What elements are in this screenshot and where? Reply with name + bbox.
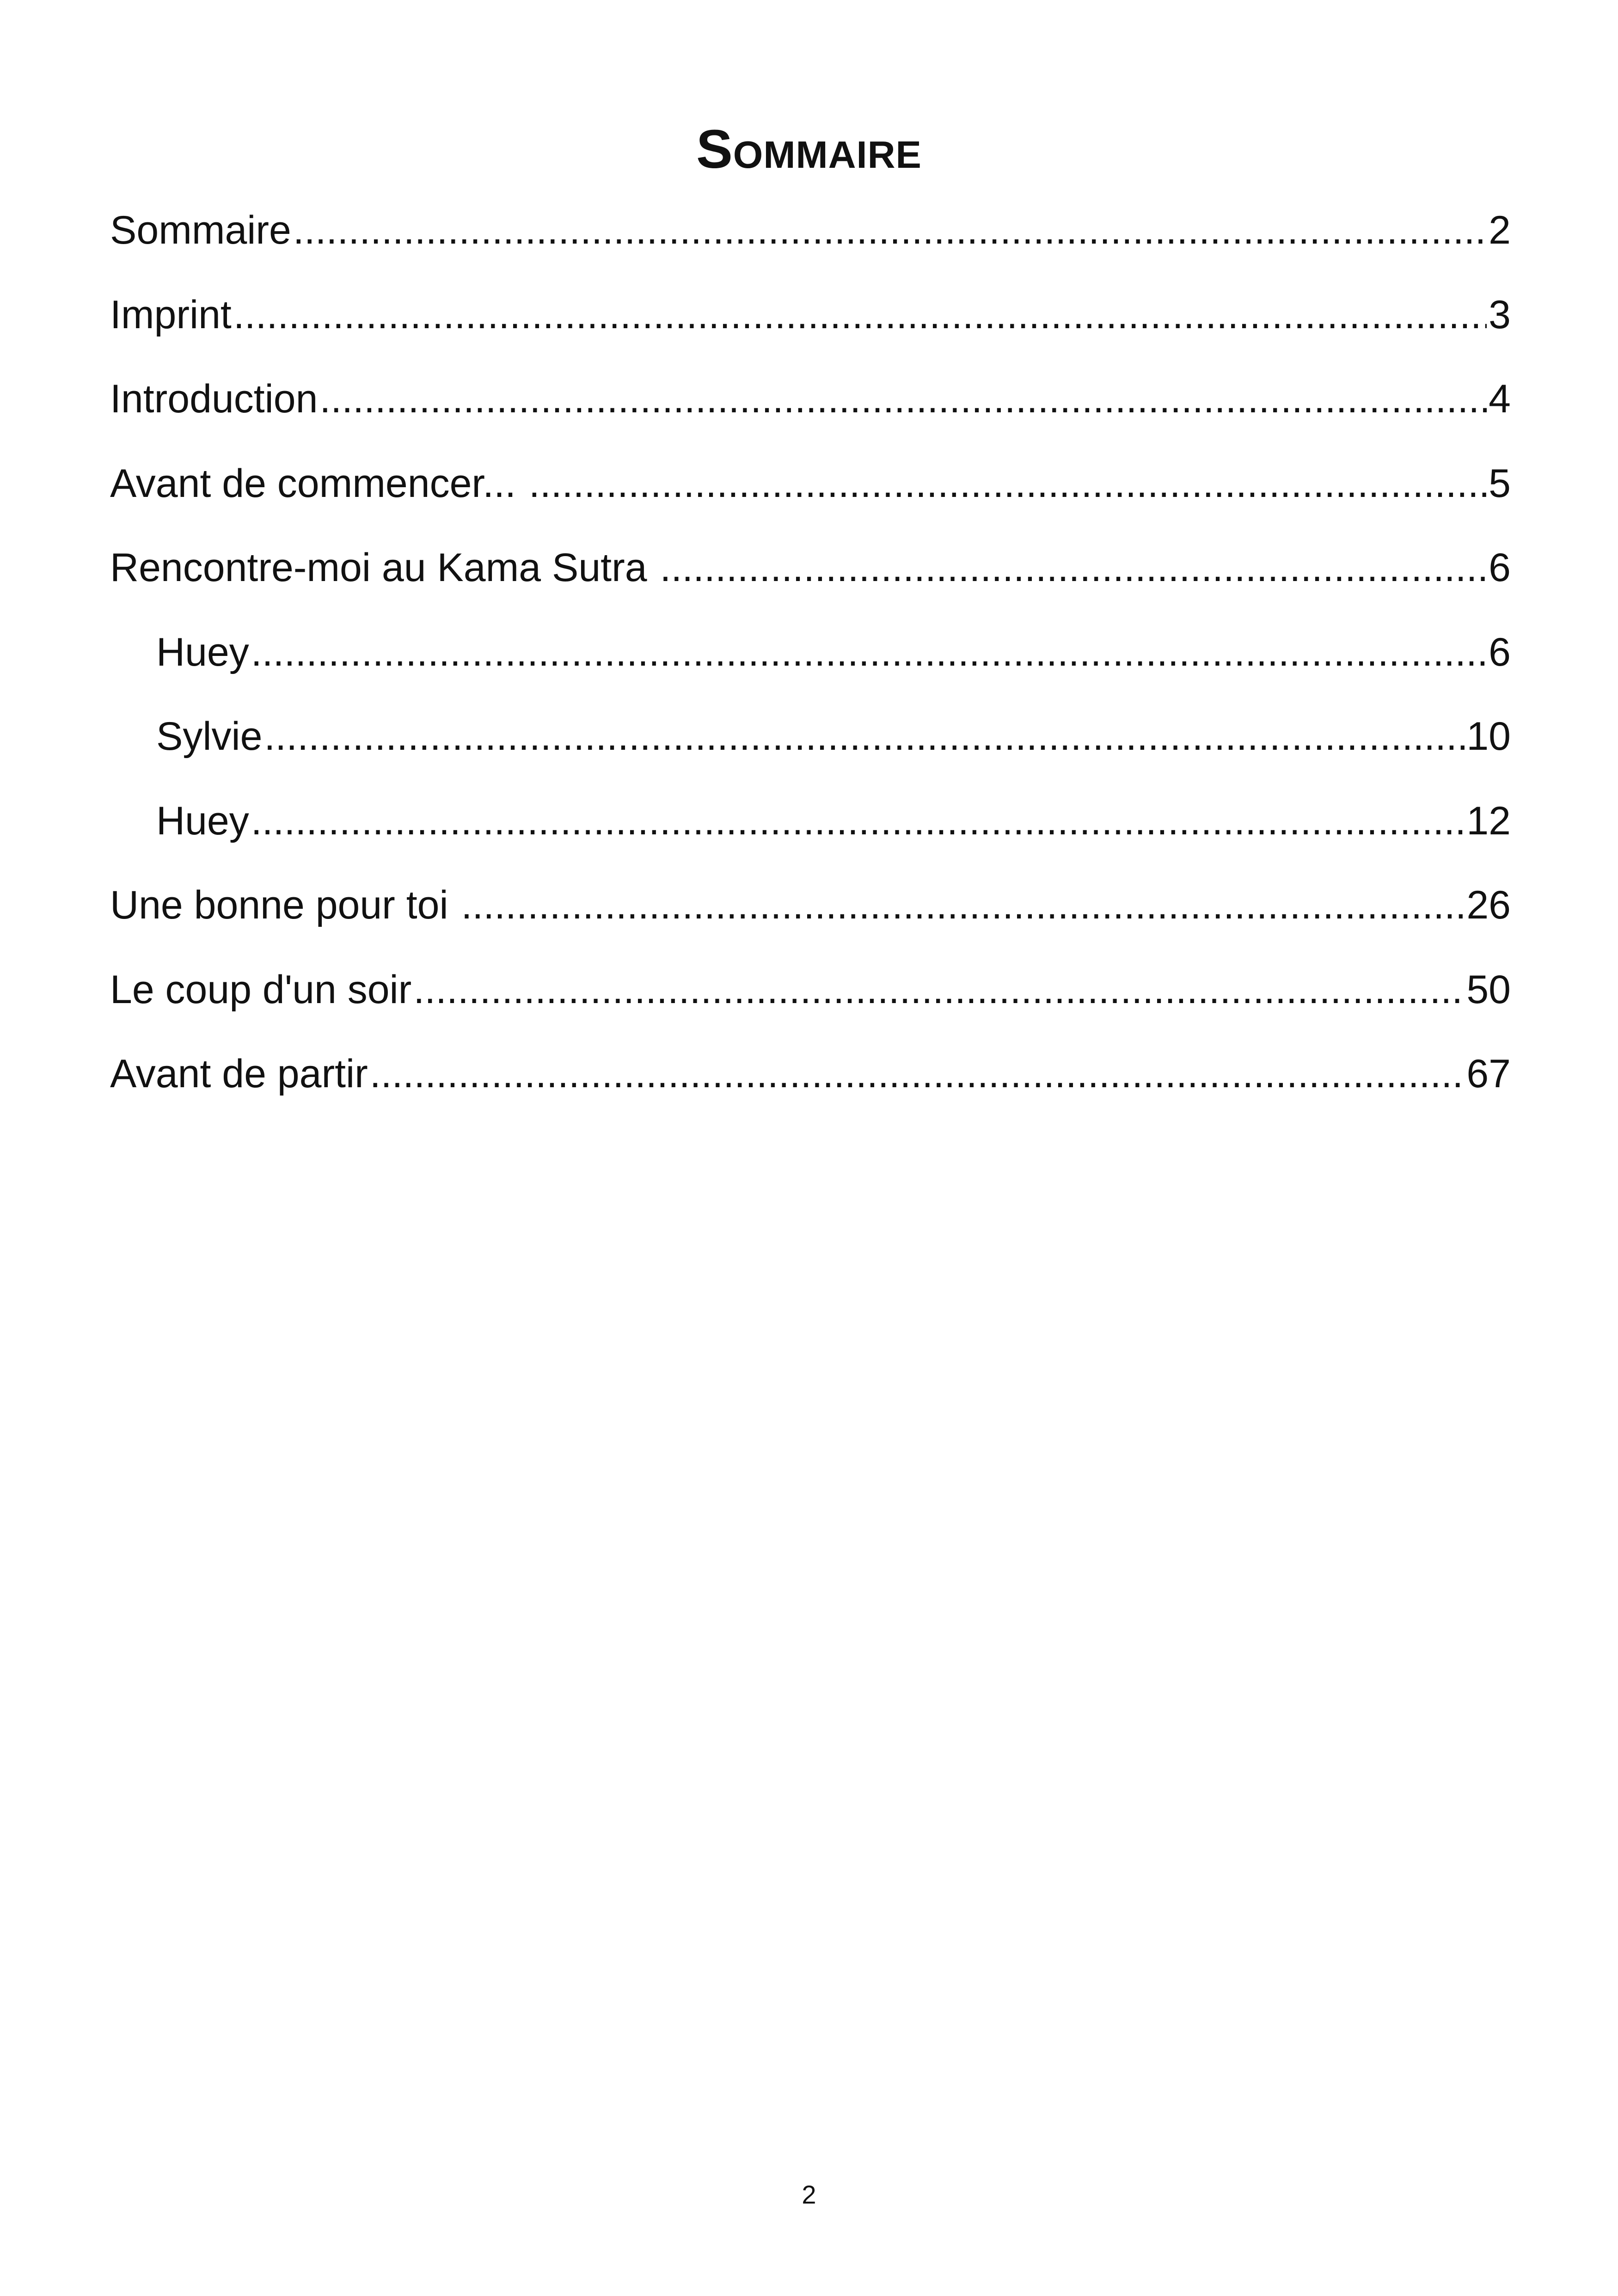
toc-entry-page: 4	[1489, 377, 1511, 421]
toc-entry-introduction[interactable]	[110, 371, 1511, 456]
toc-subentry-huey-2[interactable]	[110, 793, 1511, 878]
toc-entry-sommaire[interactable]	[110, 202, 1511, 287]
toc-entry-page: 6	[1489, 630, 1511, 674]
page-number: 2	[802, 2180, 816, 2209]
toc-entry-page: 3	[1489, 292, 1511, 337]
toc-entry-page: 10	[1466, 714, 1511, 759]
toc-entry-page: 5	[1489, 461, 1511, 506]
toc-entry-le-coup-d-un-soir[interactable]	[110, 962, 1511, 1047]
toc-dot-leader	[370, 1046, 1465, 1102]
toc-entry-page: 6	[1489, 545, 1511, 590]
toc-dot-leader	[529, 456, 1487, 511]
toc-entry-imprint[interactable]	[110, 287, 1511, 372]
toc-entry-label: Introduction	[110, 377, 318, 421]
toc-dot-leader	[233, 287, 1487, 343]
toc-entry-label: Avant de commencer...	[110, 461, 527, 506]
page-title: Sommaire	[696, 119, 922, 180]
toc-entry-une-bonne-pour-toi[interactable]	[110, 877, 1511, 962]
toc-entry-page: 26	[1466, 883, 1511, 927]
toc-dot-leader	[319, 371, 1487, 427]
toc-subentry-huey-1[interactable]	[110, 625, 1511, 709]
toc-dot-leader	[251, 793, 1465, 849]
toc-entry-page: 50	[1466, 967, 1511, 1012]
toc-entry-page: 67	[1466, 1052, 1511, 1096]
toc-dot-leader	[293, 202, 1487, 258]
toc-dot-leader	[251, 625, 1487, 680]
toc-entry-label: Huey	[156, 798, 249, 843]
table-of-contents	[110, 202, 1511, 1131]
toc-entry-label: Sommaire	[110, 208, 291, 252]
toc-dot-leader	[264, 709, 1465, 764]
toc-subentry-sylvie[interactable]	[110, 709, 1511, 793]
toc-entry-avant-de-partir[interactable]	[110, 1046, 1511, 1131]
toc-dot-leader	[660, 540, 1487, 595]
toc-entry-avant-de-commencer[interactable]	[110, 456, 1511, 540]
toc-entry-label: Avant de partir	[110, 1052, 368, 1096]
toc-entry-rencontre-moi[interactable]	[110, 540, 1511, 625]
toc-entry-page: 2	[1489, 208, 1511, 252]
toc-entry-label: Le coup d'un soir	[110, 967, 412, 1012]
toc-entry-label: Sylvie	[156, 714, 263, 759]
toc-dot-leader	[461, 877, 1465, 933]
toc-entry-label: Imprint	[110, 292, 232, 337]
toc-dot-leader	[413, 962, 1465, 1017]
toc-entry-label: Une bonne pour toi	[110, 883, 460, 927]
toc-entry-label: Huey	[156, 630, 249, 674]
toc-entry-page: 12	[1466, 798, 1511, 843]
toc-entry-label: Rencontre-moi au Kama Sutra	[110, 545, 658, 590]
